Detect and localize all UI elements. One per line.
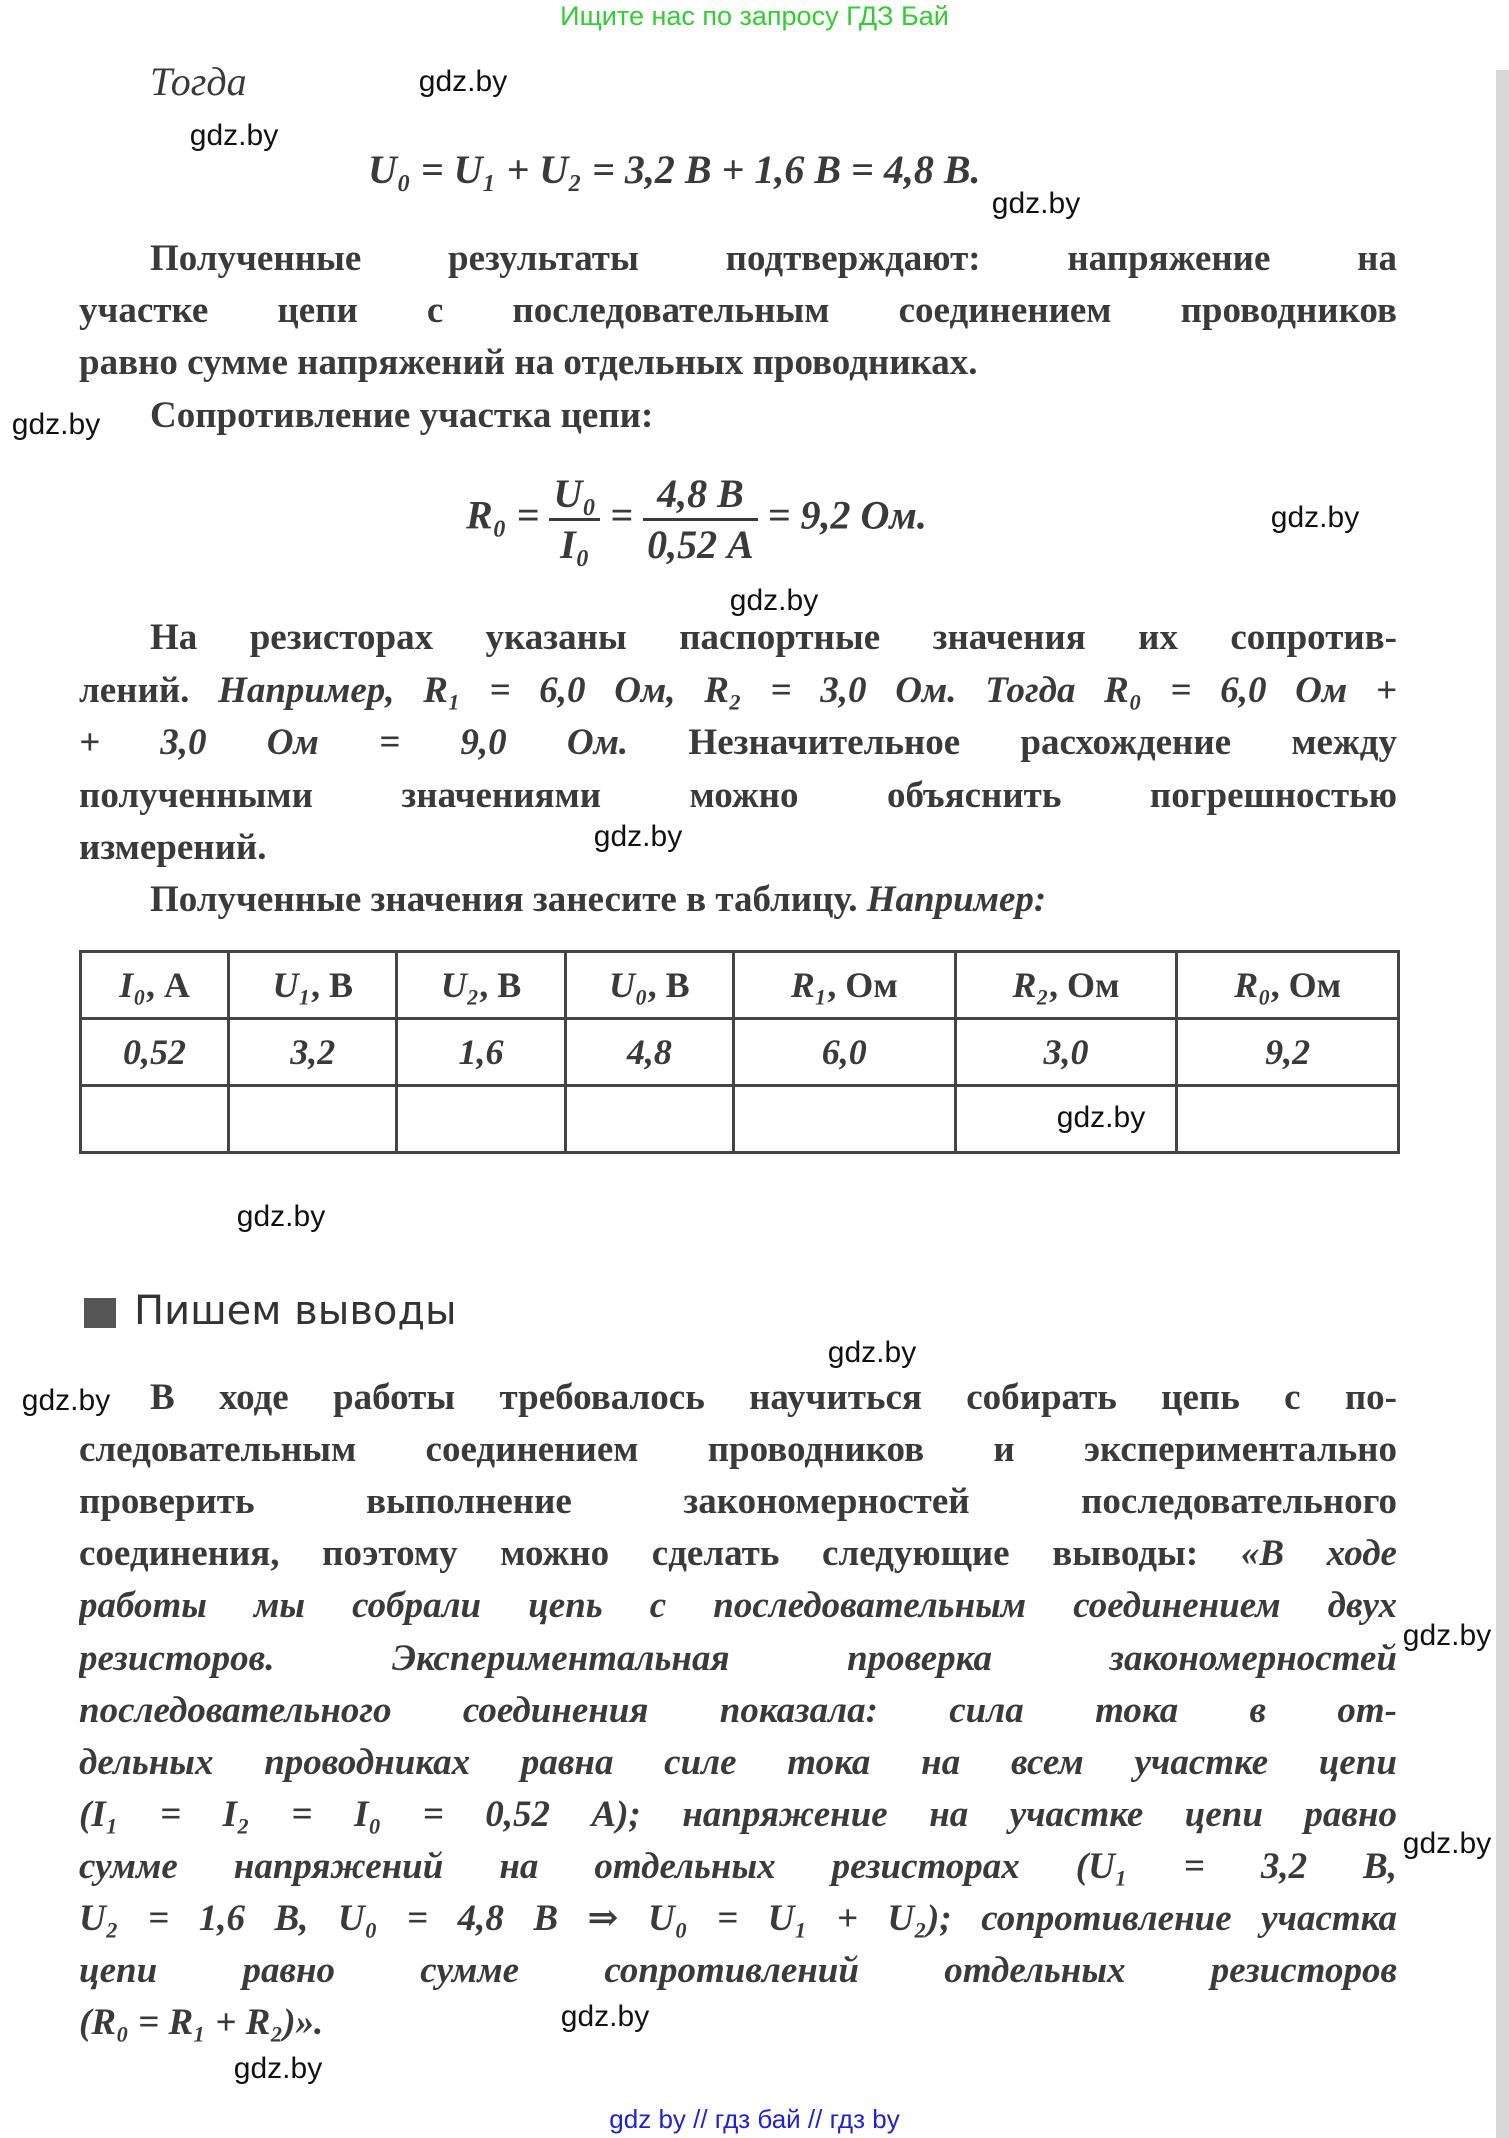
text-segment: резисторов. Экспериментальная проверка закономерностей xyxy=(79,1637,1397,1679)
text-line xyxy=(150,236,1397,282)
text-segment: , В xyxy=(311,965,354,1005)
watermark: gdz.by xyxy=(729,584,819,617)
numerator: 4,8 В xyxy=(643,470,758,521)
text-segment: сумме напряжений на отдельных резисторах (U₁ = 3,2 В, xyxy=(79,1845,1397,1887)
text-segment: На резисторах указаны паспортные значения их сопротив- xyxy=(150,617,1397,658)
text-line xyxy=(79,1688,1397,1734)
text-line xyxy=(79,1740,1397,1786)
table-header-cell xyxy=(81,952,229,1019)
text-segment: , Ом xyxy=(1270,965,1342,1005)
text-segment: (R₀ = R₁ + R₂)». xyxy=(79,2002,324,2044)
top-banner[interactable]: Ищите нас по запросу ГДЗ Бай xyxy=(560,1,949,31)
text-segment: следовательным соединением проводников и экспериментально xyxy=(79,1429,1397,1471)
text-segment: + 3,0 Ом = 9,0 Ом. xyxy=(79,722,629,763)
results-table xyxy=(79,950,1400,1154)
table-cell: 6,0 xyxy=(733,1019,955,1086)
watermark: gdz.by xyxy=(827,1336,917,1369)
text-segment: Незначительное расхождение между xyxy=(628,722,1397,763)
text-segment: полученными значениями можно объяснить погрешностью xyxy=(79,774,1397,816)
text-line xyxy=(79,1583,1397,1629)
table-cell: 9,2 xyxy=(1177,1019,1399,1086)
text-line xyxy=(150,1375,1397,1421)
text-segment: R₂ xyxy=(1012,965,1049,1005)
denominator: 0,52 А xyxy=(647,522,754,567)
text-segment: , А xyxy=(145,965,190,1005)
watermark: gdz.by xyxy=(1402,1619,1492,1652)
watermark: gdz.by xyxy=(189,119,279,152)
text-line xyxy=(79,1948,1397,1994)
text-segment: U₀ xyxy=(609,965,648,1005)
watermark: gdz.by xyxy=(21,1384,111,1417)
eq-lhs: R₀ = xyxy=(466,492,540,538)
text-segment: лений. xyxy=(79,669,219,711)
equals-sign: = xyxy=(610,492,634,538)
text-segment: U₁ xyxy=(272,965,312,1005)
text-segment: U₂ = 1,6 В, U₀ = 4,8 В ⇒ U₀ = U₁ + U₂); сопротивление участка xyxy=(79,1898,1397,1939)
fraction-u-i xyxy=(549,470,600,569)
watermark: gdz.by xyxy=(1402,1827,1492,1860)
watermark: gdz.by xyxy=(991,187,1081,220)
table-header-cell xyxy=(733,952,955,1019)
denominator: I₀ xyxy=(560,522,590,567)
text-line xyxy=(79,1636,1397,1682)
table-header-cell xyxy=(229,952,397,1019)
text-segment: участке цепи с последовательным соединением проводников xyxy=(79,290,1397,331)
text-line xyxy=(79,1427,1397,1473)
text-line xyxy=(150,615,1397,661)
text-segment: R₁ xyxy=(790,965,828,1005)
table-header-cell xyxy=(1177,952,1399,1019)
table-cell-empty xyxy=(229,1086,397,1153)
fraction-values xyxy=(643,470,758,569)
numerator: U₀ xyxy=(549,470,600,521)
text-segment: работы мы собрали цепь с последовательным соединением двух xyxy=(79,1585,1397,1627)
resistance-equation xyxy=(466,470,927,569)
table-intro xyxy=(150,877,1397,923)
watermark: gdz.by xyxy=(233,2052,323,2085)
text-line xyxy=(79,825,1397,871)
table-cell-empty xyxy=(397,1086,565,1153)
text-segment: дельных проводниках равна силе тока на всем участке цепи xyxy=(79,1741,1397,1783)
section-heading xyxy=(84,1288,457,1334)
text-segment: В ходе работы требовалось научиться собирать цепь с по- xyxy=(150,1377,1397,1418)
text-line xyxy=(79,288,1397,334)
footer-links[interactable]: gdz by // гдз бай // гдз by xyxy=(609,2104,900,2134)
watermark: gdz.by xyxy=(236,1200,326,1233)
table-header-cell xyxy=(955,952,1177,1019)
table-cell-empty xyxy=(81,1086,229,1153)
square-bullet-icon xyxy=(84,1298,116,1328)
text-segment: Полученные результаты подтверждают: напряжение на xyxy=(150,238,1397,279)
text-segment: , Ом xyxy=(1048,965,1120,1005)
text-line xyxy=(79,668,1397,714)
text-segment: цепи равно сумме сопротивлений отдельных резисторов xyxy=(79,1950,1397,1992)
text-line xyxy=(79,1531,1397,1577)
text-line xyxy=(79,720,1397,766)
text-line xyxy=(79,1896,1397,1942)
page-edge xyxy=(1496,70,1509,2138)
table-cell: 0,52 xyxy=(81,1019,229,1086)
table-row xyxy=(81,1019,1399,1086)
watermark: gdz.by xyxy=(1270,501,1360,534)
text-line xyxy=(79,773,1397,819)
text-segment: соединения, поэтому можно сделать следующие выводы: xyxy=(79,1533,1241,1575)
text-segment: Например: xyxy=(866,879,1047,920)
text-segment: U₂ xyxy=(440,965,480,1005)
text-segment: , Ом xyxy=(827,965,898,1005)
text-segment: последовательного соединения показала: сила тока в от- xyxy=(79,1689,1397,1731)
text-line xyxy=(79,2000,1397,2046)
table-row-empty xyxy=(81,1086,1399,1153)
text-segment: I₀ xyxy=(119,965,146,1005)
table-cell-empty xyxy=(565,1086,733,1153)
table-cell-empty xyxy=(733,1086,955,1153)
text-line xyxy=(79,1844,1397,1890)
voltage-sum-equation: U₀ = U₁ + U₂ = 3,2 В + 1,6 В = 4,8 В. xyxy=(368,147,981,192)
text-segment: Например, R₁ = 6,0 Ом, R₂ = 3,0 Ом. Тогда R₀ = 6,0 Ом + xyxy=(218,669,1397,711)
text-segment: проверить выполнение закономерностей последовательного xyxy=(79,1481,1397,1523)
resistance-label: Сопротивление участка цепи: xyxy=(150,395,654,436)
text-segment: (I₁ = I₂ = I₀ = 0,52 А); напряжение на участке цепи равно xyxy=(79,1793,1397,1835)
watermark: gdz.by xyxy=(418,65,508,98)
text-segment: «В ходе xyxy=(1240,1533,1397,1575)
text-segment: , В xyxy=(647,965,690,1005)
watermark: gdz.by xyxy=(593,820,683,853)
table-header-row xyxy=(81,952,1399,1019)
text-segment: равно сумме напряжений на отдельных проводниках. xyxy=(79,342,978,383)
text-line xyxy=(79,1479,1397,1525)
table-cell-empty xyxy=(1177,1086,1399,1153)
text-line xyxy=(79,1792,1397,1838)
text-segment: Полученные значения занесите в таблицу. xyxy=(150,879,867,920)
watermark: gdz.by xyxy=(1056,1101,1146,1134)
table-header-cell xyxy=(397,952,565,1019)
watermark: gdz.by xyxy=(560,2000,650,2033)
text-segment: , В xyxy=(479,965,522,1005)
eq-rhs: = 9,2 Ом. xyxy=(767,492,927,538)
table-cell: 3,0 xyxy=(955,1019,1177,1086)
text-segment: R₀ xyxy=(1234,965,1271,1005)
text-line xyxy=(79,340,1397,386)
table-cell: 3,2 xyxy=(229,1019,397,1086)
table-cell: 1,6 xyxy=(397,1019,565,1086)
togda-label: Тогда xyxy=(150,59,247,104)
section-title: Пишем выводы xyxy=(134,1288,457,1334)
table-header-cell xyxy=(565,952,733,1019)
table-cell: 4,8 xyxy=(565,1019,733,1086)
watermark: gdz.by xyxy=(11,408,101,441)
text-segment: измерений. xyxy=(79,827,267,868)
